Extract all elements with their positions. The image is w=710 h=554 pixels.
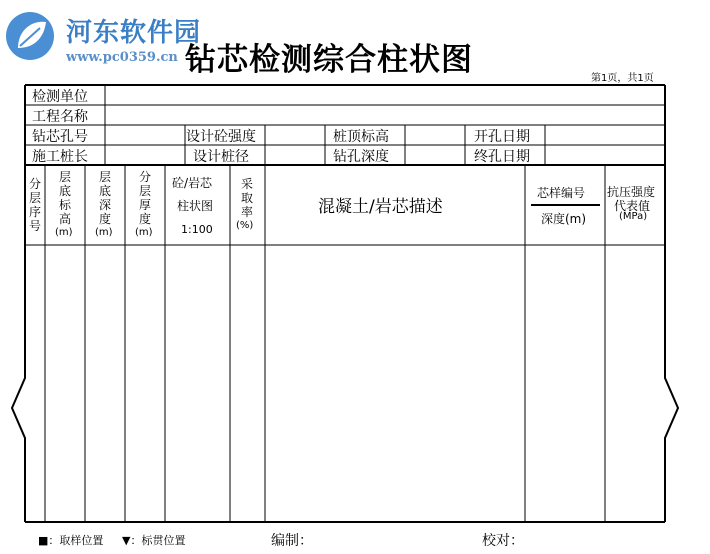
label-end-date: 终孔日期	[474, 149, 530, 165]
watermark-url: www.pc0359.cn	[66, 50, 178, 65]
watermark-site-name: 河东软件园	[66, 18, 202, 48]
label-pile-top: 桩顶标高	[333, 129, 389, 145]
page-title: 钻芯检测综合柱状图	[185, 42, 473, 78]
header-bottom-elev-unit: (m)	[55, 227, 73, 238]
header-sample-depth: 深度(m)	[541, 212, 587, 226]
header-recovery-unit: (%)	[236, 220, 254, 231]
label-start-date: 开孔日期	[474, 129, 530, 145]
label-design-diameter: 设计桩径	[193, 149, 249, 165]
label-design-strength: 设计砼强度	[186, 129, 256, 145]
footer-editor: 编制：	[271, 533, 313, 549]
header-bottom-depth-unit: (m)	[95, 227, 113, 238]
footer-checker: 校对：	[482, 533, 524, 549]
header-column-chart-line1: 砼/岩芯	[172, 176, 213, 190]
header-bottom-depth: 层底深度	[98, 170, 111, 226]
label-unit: 检测单位	[32, 89, 88, 105]
header-scale: 1:100	[181, 223, 213, 236]
header-bottom-elev: 层底标高	[58, 170, 71, 226]
label-pile-length: 施工桩长	[32, 149, 88, 165]
header-thickness: 分层厚度	[138, 170, 151, 226]
header-sample-no: 芯样编号	[537, 186, 586, 200]
header-recovery: 采取率	[240, 177, 253, 219]
label-hole-no: 钻芯孔号	[32, 129, 88, 145]
legend-spt-position: ▼：标贯位置	[122, 534, 186, 547]
label-hole-depth: 钻孔深度	[333, 149, 389, 165]
label-project: 工程名称	[32, 109, 88, 125]
header-column-chart-line2: 柱状图	[177, 199, 214, 213]
header-layer-no: 分层序号	[28, 177, 41, 233]
header-description: 混凝土/岩芯描述	[318, 197, 443, 217]
header-strength-unit: (MPa)	[619, 211, 648, 222]
page-info: 第1页，共1页	[591, 73, 654, 84]
header-strength-line2: 代表值	[614, 199, 651, 213]
legend-sample-position: ■：取样位置	[38, 534, 104, 547]
header-thickness-unit: (m)	[135, 227, 153, 238]
header-strength-line1: 抗压强度	[607, 185, 656, 199]
